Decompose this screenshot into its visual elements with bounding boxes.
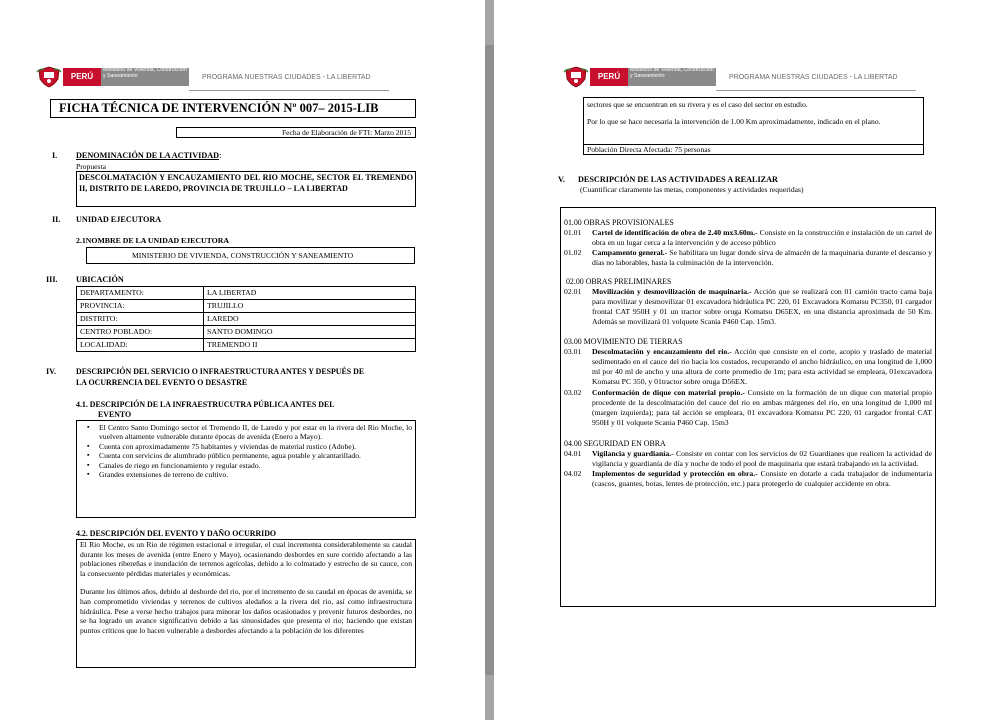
activity-number: 04.02 (564, 469, 582, 478)
activity-description: Consiste en contar con los servicios de 02 Guardianes que realicen la actividad de vigilancia y guardianía de día y noche de todo el pool de maquinaria que estará trabajando en la actividad. (592, 449, 932, 468)
group-title: 03.00 MOVIMIENTO DE TIERRAS (564, 337, 683, 346)
activity-number: 01.01 (564, 228, 582, 237)
ubicacion-value: LA LIBERTAD (204, 287, 416, 300)
section-5-number: V. (558, 175, 565, 184)
activity-item (564, 347, 932, 387)
ubicacion-value: TRUJILLO (204, 300, 416, 313)
activity-number: 04.01 (564, 449, 582, 458)
ubicacion-table (76, 286, 416, 352)
page-header (563, 66, 923, 90)
activity-item (564, 449, 932, 469)
activity-number: 01.02 (564, 248, 582, 257)
ubicacion-key: DEPARTAMENTO: (77, 287, 204, 300)
activity-item (564, 228, 932, 248)
ubicacion-key: CENTRO POBLADO: (77, 326, 204, 339)
section-1-colon: : (219, 151, 222, 160)
evento-box (76, 539, 416, 668)
evento-paragraph-2: Durante los últimos años, debido al desborde del rio, por el incremento de su caudal en épocas de avenida, se han comprometido viviendas y terrenos de cultivos aledaños a la rivera del rio, así como infraestructura hidráulica. Pese a verse hecho trabajos para minorar los daños ocasionados y prevenir futuros desbordes, no se ha logrado un avance significativo debido a las sinuosidades que presenta el rio; haciendo que existan puntos críticos que lo hacen vulnerable a desbordes afectando a la población de los diferentes (80, 587, 412, 635)
list-item: ▪ El Centro Santo Domingo sector el Tremendo II, de Laredo y por estar en la rivera del Rio Moche, lo vuelven altamente vulnerable durante épocas de avenida (Enero a Mayo). (77, 423, 412, 442)
activity-item (564, 248, 932, 268)
activity-name: Campamento general.- (592, 248, 668, 257)
header-divider (189, 90, 389, 91)
section-1-heading (76, 151, 221, 160)
section-3-number: III. (46, 275, 58, 284)
activity-item (564, 287, 932, 327)
section-2-number: II. (52, 215, 61, 224)
activity-item (564, 469, 932, 489)
activity-item (564, 388, 932, 428)
section-4-1-title-line1: 4.1. DESCRIPCIÓN DE LA INFRAESTRUCUTRA PÚBLICA ANTES DEL (76, 400, 335, 409)
ministerio-logo: Ministerio de Vivienda, Construcción y Saneamiento (628, 68, 716, 86)
list-item: ▪ Cuenta con aproximadamente 75 habitantes y viviendas de material rustico (Adobe). (77, 442, 412, 451)
table-row (77, 287, 416, 300)
activity-name: Conformación de dique con material propio.- (592, 388, 745, 397)
ministerio-logo: Ministerio de Vivienda, Construcción y Saneamiento (101, 68, 189, 86)
infraestructura-list (77, 423, 412, 479)
page-divider (485, 0, 494, 720)
document-title: FICHA TÉCNICA DE INTERVENCIÓN Nº 007– 2015-LIB (50, 99, 416, 118)
section-4-title-line1: DESCRIPCIÓN DEL SERVICIO O INFRAESTRUCTURA ANTES Y DESPUÉS DE (76, 367, 365, 376)
section-2-title: UNIDAD EJECUTORA (76, 215, 162, 224)
activity-name: Vigilancia y guardianía.- (592, 449, 674, 458)
section-4-1-title-line2: EVENTO (98, 410, 132, 419)
section-1-title: DENOMINACIÓN DE LA ACTIVIDAD (76, 151, 220, 160)
activity-name: Movilización y desmovilización de maquinaria.- (592, 287, 752, 296)
evento-paragraph-1: El Rio Moche, es un Rio de régimen estacional e irregular, el cual incrementa considerablemente su caudal durante los meses de avenida (entre Enero y Mayo), ocasionando desbordes en sure corrido afectando a las poblaciones ribereñas e inundación de terrenos agrícolas, debido a lo colmatado y estrecho de su cauce, con la consecuente pérdidas materiales y económicas. (80, 540, 412, 578)
fecha-elaboracion: Fecha de Elaboración de FTI: Marzo 2015 (176, 127, 416, 138)
section-2-1-title: 2.1NOMBRE DE LA UNIDAD EJECUTORA (76, 236, 229, 245)
group-title: 04.00 SEGURIDAD EN OBRA (564, 439, 666, 448)
list-item: ▪ Cuenta con servicios de alumbrado público permanente, agua potable y alcantarillado. (77, 451, 412, 460)
activity-number: 02.01 (564, 287, 582, 296)
poblacion-afectada: Población Directa Afectada: 75 personas (583, 144, 924, 155)
ubicacion-value: SANTO DOMINGO (204, 326, 416, 339)
document-page-right (494, 0, 981, 720)
section-5-subtitle: (Cuantificar claramente las metas, componentes y actividades requeridas) (580, 185, 804, 194)
table-row (77, 339, 416, 352)
ubicacion-key: PROVINCIA: (77, 300, 204, 313)
infraestructura-box (76, 420, 416, 518)
ubicacion-value: LAREDO (204, 313, 416, 326)
section-5-title: DESCRIPCIÓN DE LAS ACTIVIDADES A REALIZAR (578, 175, 778, 184)
peru-logo: PERÚ (590, 68, 628, 86)
section-4-number: IV. (46, 367, 57, 376)
activity-name: Descolmatación y encauzamiento del rio.- (592, 347, 732, 356)
activity-description: Consiste en la formación de un dique con material propio procedente de la descolmatación del cauce del rio en ambas márgenes del río, en una longitud de 1,000 ml (margen izquierda); para tal acción se empleara, 01 excavadora Komatsu PC 220, 01 cargador frontal CAT 950H y 01 volquete Scania P460 Cap. 15m3 (592, 388, 932, 427)
section-3-title: UBICACIÓN (76, 275, 124, 284)
activity-name: Cartel de identificación de obra de 2.40 mx3.60m.- (592, 228, 758, 237)
activity-description: Acción que consiste en el corte, acopio y traslado de material sedimentado en el cauce del rio hacia los costados, recuperando el ancho hidráulico, en una longitud de 1,000 ml por 40 ml de ancho y una altura de corte promedio de 1m; para esta actividad se empleara, 01excavadora Komatsu PC 350, y 01tractor sobre oruga D56EX. (592, 347, 933, 386)
section-1-number: I. (52, 151, 58, 160)
activity-name: DESCOLMATACIÓN Y ENCAUZAMIENTO DEL RIO MOCHE, SECTOR EL TREMENDO II, DISTRITO DE LAREDO, PROVINCIA DE TRUJILLO – LA LIBERTAD (76, 171, 416, 207)
continuation-paragraph-2: Por lo que se hace necesaria la intervención de 1.00 Km aproximadamente, indicado en el plano. (587, 116, 881, 126)
activity-description: Consiste en dotarle a cada trabajador de indumentaria (cascos, guantes, botas, lentes de protección, etc.) para protegerlo de cualquier accidente en obra. (592, 469, 932, 488)
evento-continuation-box (583, 97, 924, 145)
program-header-text: PROGRAMA NUESTRAS CIUDADES - LA LIBERTAD (729, 74, 898, 81)
section-4-title-line2: LA OCURRENCIA DEL EVENTO O DESASTRE (76, 378, 248, 387)
table-row (77, 326, 416, 339)
table-row (77, 300, 416, 313)
peru-coat-of-arms-icon (563, 66, 589, 88)
ubicacion-value: TREMENDO II (204, 339, 416, 352)
header-divider (716, 90, 916, 91)
ubicacion-key: LOCALIDAD: (77, 339, 204, 352)
program-header-text: PROGRAMA NUESTRAS CIUDADES - LA LIBERTAD (202, 74, 371, 81)
activity-description: Consiste en la construcción e instalación de un cartel de obra en un lugar cerca a la intervención y de acceso público (592, 228, 933, 247)
unidad-ejecutora-value: MINISTERIO DE VIVIENDA, CONSTRUCCIÓN Y SANEAMIENTO (86, 247, 415, 264)
actividades-box (560, 207, 936, 607)
list-item: ▪ Grandes extensiones de terreno de cultivo. (77, 470, 412, 479)
activity-number: 03.01 (564, 347, 582, 356)
activity-number: 03.02 (564, 388, 582, 397)
peru-logo: PERÚ (63, 68, 101, 86)
section-4-2-title: 4.2. DESCRIPCIÓN DEL EVENTO Y DAÑO OCURRIDO (76, 529, 277, 538)
activity-name: Implementos de seguridad y protección en obra.- (592, 469, 758, 478)
peru-coat-of-arms-icon (36, 66, 62, 88)
activity-description: Acción que se realizará con 01 camión tracto cama baja para movilizar y desmovilizar 01 excavadora hidráulica PC 220, 01 Excavadora Komatsu PC350, 01 cargador frontal CAT 950H y 01 un tractor sobre oruga Komatsu D65EX, en una distancia aproximada de 50 Km. Además se movilizará 01 volquete Scania P460 Cap. 15m3. (592, 287, 932, 326)
document-page-left (0, 0, 485, 720)
table-row (77, 313, 416, 326)
page-header (36, 66, 396, 90)
ubicacion-key: DISTRITO: (77, 313, 204, 326)
group-title: 02.00 OBRAS PRELIMINARES (564, 277, 672, 286)
continuation-paragraph-1: sectores que se encuentran en su rivera y es el caso del sector en estudio. (587, 100, 808, 109)
list-item: ▪ Canales de riego en funcionamiento y regular estado. (77, 461, 412, 470)
propuesta-label: Propuesta (76, 162, 106, 171)
activity-description: Se habilitara un lugar donde sirva de almacén de la maquinaria durante el descanso y días no laborables, hasta la culminación de la intervención. (592, 248, 932, 267)
group-title: 01.00 OBRAS PROVISIONALES (564, 218, 674, 227)
